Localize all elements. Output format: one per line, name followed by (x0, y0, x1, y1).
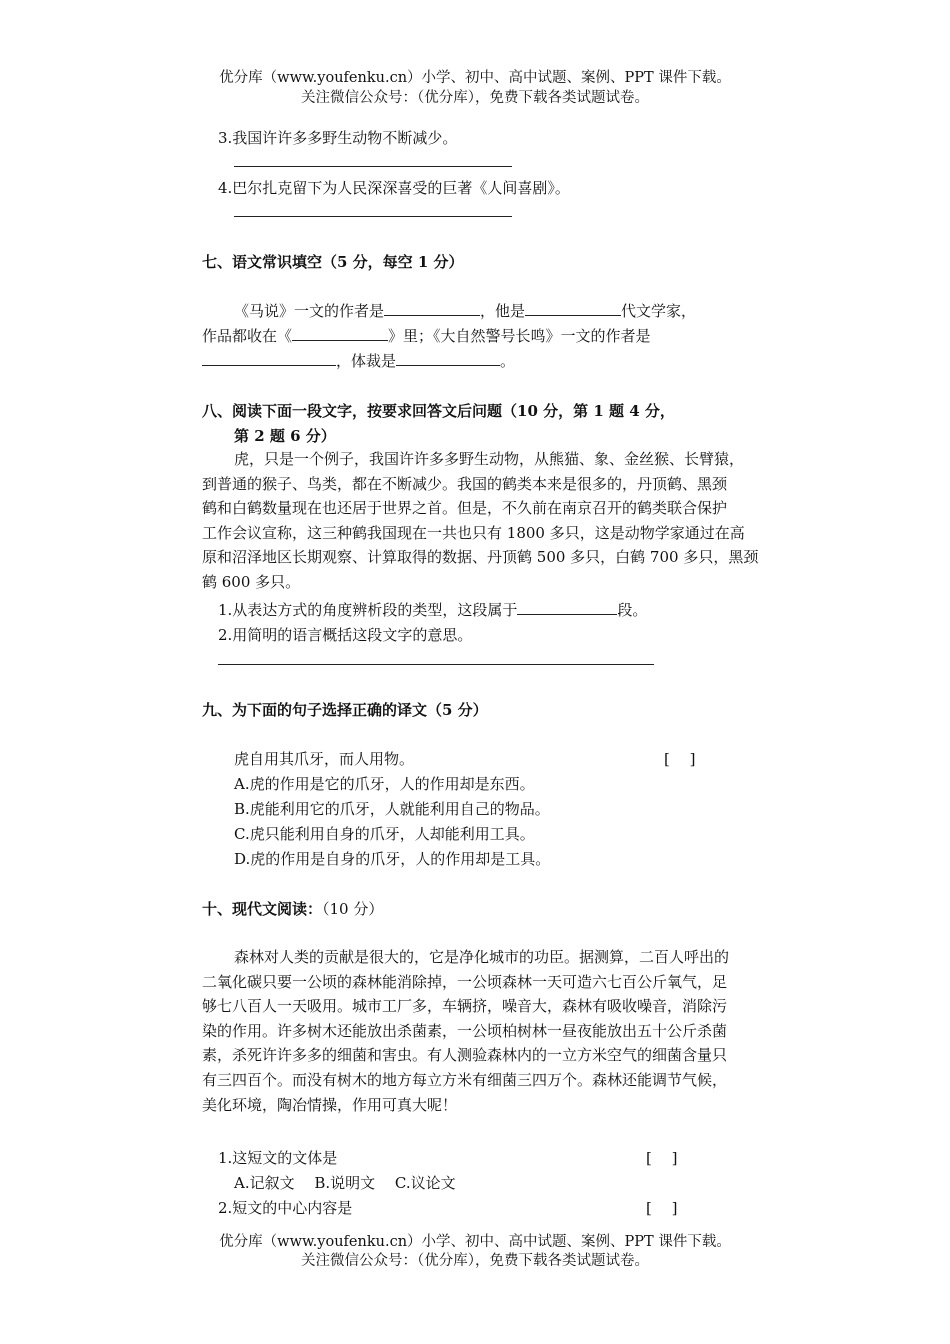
s7-blank-genre[interactable] (396, 351, 500, 366)
s10-passage (202, 945, 802, 1117)
s10-question-1: 1.这短文的文体是 (218, 1149, 338, 1167)
s10-p3: 够七八百人一天吸用。城市工厂多，车辆挤，噪音大，森林有吸收噪音，消除污 (202, 997, 728, 1016)
s8-p4: 工作会议宣称，这三种鹤我国现在一共也只有 1800 多只，这是动物学家通过在高 (202, 523, 745, 542)
s10-p7: 美化环境，陶冶情操，作用可真大呢！ (202, 1095, 458, 1114)
s6-answer-line-3[interactable] (234, 166, 512, 167)
s9-option-b: B.虎能利用它的爪牙，人就能利用自己的物品。 (234, 800, 550, 818)
s7-l3b: ，体裁是 (336, 352, 397, 370)
s8-title-2: 第 2 题 6 分） (234, 427, 336, 445)
s6-answer-line-4[interactable] (234, 216, 512, 217)
s10-q1-bracket[interactable]: [ ] (646, 1149, 678, 1167)
s8-passage (202, 447, 802, 595)
s8-p3: 鹤和白鹤数量现在也还居于世界之首。但是，不久前在南京召开的鹤类联合保护 (202, 499, 728, 518)
footer-line-1: 优分库（www.youfenku.cn）小学、初中、高中试题、案例、PPT 课件下载。 (219, 1234, 731, 1250)
s7-l2b: 》里；《大自然警号长鸣》一文的作者是 (388, 327, 651, 345)
s8-answer-line[interactable] (218, 664, 654, 665)
header-line-2: 关注微信公众号：（优分库），免费下载各类试题试卷。 (301, 90, 649, 106)
s9-option-d: D.虎的作用是自身的爪牙，人的作用却是工具。 (234, 850, 551, 868)
s10-p1: 森林对人类的贡献是很大的，它是净化城市的功臣。据测算，二百人呼出的 (234, 948, 730, 966)
s10-p4: 染的作用。许多树木还能放出杀菌素，一公顷柏树林一昼夜能放出五十公斤杀菌 (202, 1021, 728, 1040)
s10-q1-options: A.记叙文 B.说明文 C.议论文 (234, 1174, 456, 1192)
s8-question-2: 2.用简明的语言概括这段文字的意思。 (218, 626, 473, 644)
s7-l1c: 代文学家， (621, 302, 697, 320)
s7-l1b: ，他是 (480, 302, 526, 320)
s8-blank-type[interactable] (517, 600, 617, 615)
s9-title: 九、为下面的句子选择正确的译文（5 分） (202, 701, 488, 719)
s8-question-1 (218, 599, 647, 620)
s7-line-3 (202, 350, 515, 371)
s10-title (202, 898, 383, 919)
s10-title-bold: 十、现代文阅读： (202, 900, 323, 918)
s7-blank-dynasty[interactable] (525, 301, 621, 316)
s7-blank-collection[interactable] (292, 326, 388, 341)
s7-l1a: 《马说》一文的作者是 (234, 302, 385, 320)
s9-option-c: C.虎只能利用自身的爪牙，人却能利用工具。 (234, 825, 535, 843)
s8-p1: 虎，只是一个例子，我国许许多多野生动物，从熊猫、象、金丝猴、长臂猿， (234, 450, 745, 468)
s7-line-1 (234, 300, 696, 321)
s7-blank-author[interactable] (384, 301, 480, 316)
s10-question-2: 2.短文的中心内容是 (218, 1199, 353, 1217)
s10-p6: 有三四百个。而没有树木的地方每立方米有细菌三四万个。森林还能调节气候， (202, 1070, 728, 1089)
s6-item-4: 4.巴尔扎克留下为人民深深喜受的巨著《人间喜剧》。 (218, 179, 570, 197)
s8-q1a: 1.从表达方式的角度辨析段的类型，这段属于 (218, 601, 518, 619)
s10-p2: 二氧化碳只要一公顷的森林能消除掉，一公顷森林一天可造六七百公斤氧气，足 (202, 972, 728, 991)
footer-line-2: 关注微信公众号：（优分库），免费下载各类试题试卷。 (301, 1253, 649, 1269)
s9-sentence: 虎自用其爪牙，而人用物。 (234, 750, 415, 768)
s6-item-3: 3.我国许许多多野生动物不断减少。 (218, 129, 458, 147)
s8-q1b: 段。 (617, 601, 648, 619)
s7-l3c: 。 (500, 352, 516, 370)
s9-option-a: A.虎的作用是它的爪牙，人的作用却是东西。 (234, 775, 535, 793)
s10-title-score: （10 分） (322, 900, 384, 918)
s7-line-2 (202, 325, 651, 346)
s7-l2a: 作品都收在《 (202, 327, 293, 345)
s10-q2-bracket[interactable]: [ ] (646, 1199, 678, 1217)
s10-p5: 素，杀死许许多多的细菌和害虫。有人测验森林内的一立方米空气的细菌含量只 (202, 1046, 728, 1065)
s7-blank-author-2[interactable] (202, 351, 336, 366)
s8-p2: 到普通的猴子、鸟类，都在不断减少。我国的鹤类本来是很多的，丹顶鹤、黑颈 (202, 474, 728, 493)
header-line-1: 优分库（www.youfenku.cn）小学、初中、高中试题、案例、PPT 课件下载。 (219, 70, 731, 86)
s8-p6: 鹤 600 多只。 (202, 572, 301, 591)
s9-answer-bracket[interactable]: [ ] (664, 750, 696, 768)
s8-p5: 原和沼泽地区长期观察、计算取得的数据、丹顶鹤 500 多只，白鹤 700 多只，黑颈 (202, 548, 759, 567)
s8-title-1: 八、阅读下面一段文字，按要求回答文后问题（10 分，第 1 题 4 分， (202, 402, 675, 420)
s7-title: 七、语文常识填空（5 分，每空 1 分） (202, 253, 464, 271)
